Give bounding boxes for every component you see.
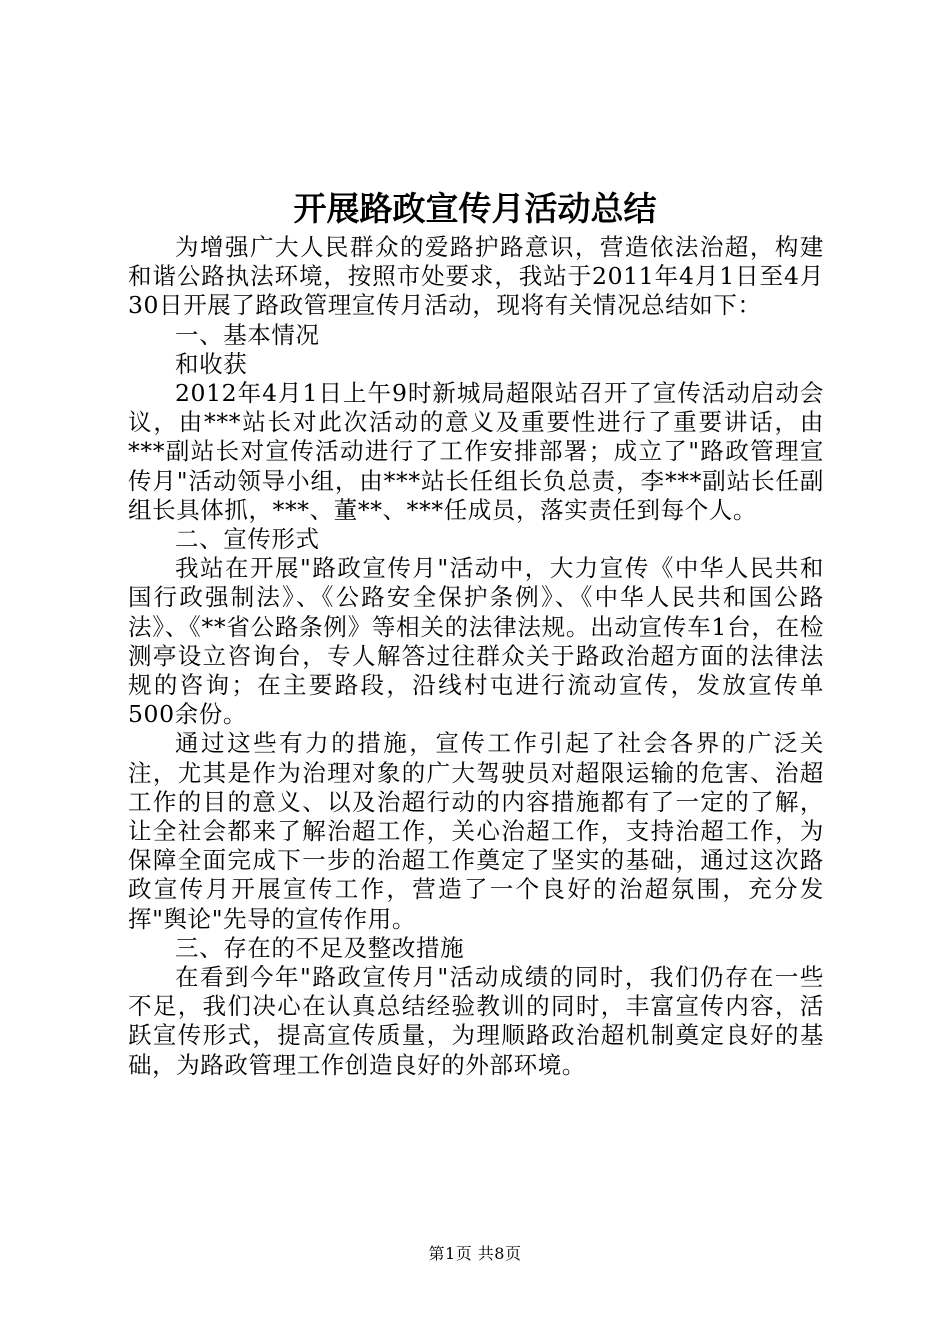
section-heading-harvest: 和收获 xyxy=(175,349,248,378)
section-heading-basic: 一、基本情况 xyxy=(175,320,320,349)
document-body xyxy=(128,233,824,1080)
paragraph-shortcomings: 在看到今年"路政宣传月"活动成绩的同时，我们仍存在一些不足，我们决心在认真总结经验教训的同时，丰富宣传内容，活跃宣传形式，提高宣传质量，为理顺路政治超机制奠定良好的基础，为路政管理工作创造良好的外部环境。 xyxy=(128,963,824,1079)
paragraph-meeting: 2012年4月1日上午9时新城局超限站召开了宣传活动启动会议，由***站长对此次活动的意义及重要性进行了重要讲话，由***副站长对宣传活动进行了工作安排部署；成立了"路政管理宣传月"活动领导小组，由***站长任组长负总责，李***副站长任副组长具体抓，***、董**、***任成员，落实责任到每个人。 xyxy=(128,379,824,524)
section-heading-shortcomings: 三、存在的不足及整改措施 xyxy=(175,933,465,962)
intro-paragraph: 为增强广大人民群众的爱路护路意识，营造依法治超，构建和谐公路执法环境，按照市处要求，我站于2011年4月1日至4月30日开展了路政管理宣传月活动，现将有关情况总结如下： xyxy=(128,233,824,320)
paragraph-results: 通过这些有力的措施，宣传工作引起了社会各界的广泛关注，尤其是作为治理对象的广大驾驶员对超限运输的危害、治超工作的目的意义、以及治超行动的内容措施都有了一定的了解，让全社会都来了解治超工作，关心治超工作，支持治超工作，为保障全面完成下一步的治超工作奠定了坚实的基础，通过这次路政宣传月开展宣传工作，营造了一个良好的治超氛围，充分发挥"舆论"先导的宣传作用。 xyxy=(128,729,824,933)
paragraph-forms: 我站在开展"路政宣传月"活动中，大力宣传《中华人民共和国行政强制法》、《公路安全保护条例》、《中华人民共和国公路法》、《**省公路条例》等相关的法律法规。出动宣传车1台，在检测亭设立咨询台，专人解答过往群众关于路政治超方面的法律法规的咨询；在主要路段，沿线村屯进行流动宣传，发放宣传单500余份。 xyxy=(128,554,824,729)
page-number-footer: 第1页 共8页 xyxy=(428,1244,522,1263)
document-title: 开展路政宣传月活动总结 xyxy=(293,189,657,228)
section-heading-forms: 二、宣传形式 xyxy=(175,525,320,554)
